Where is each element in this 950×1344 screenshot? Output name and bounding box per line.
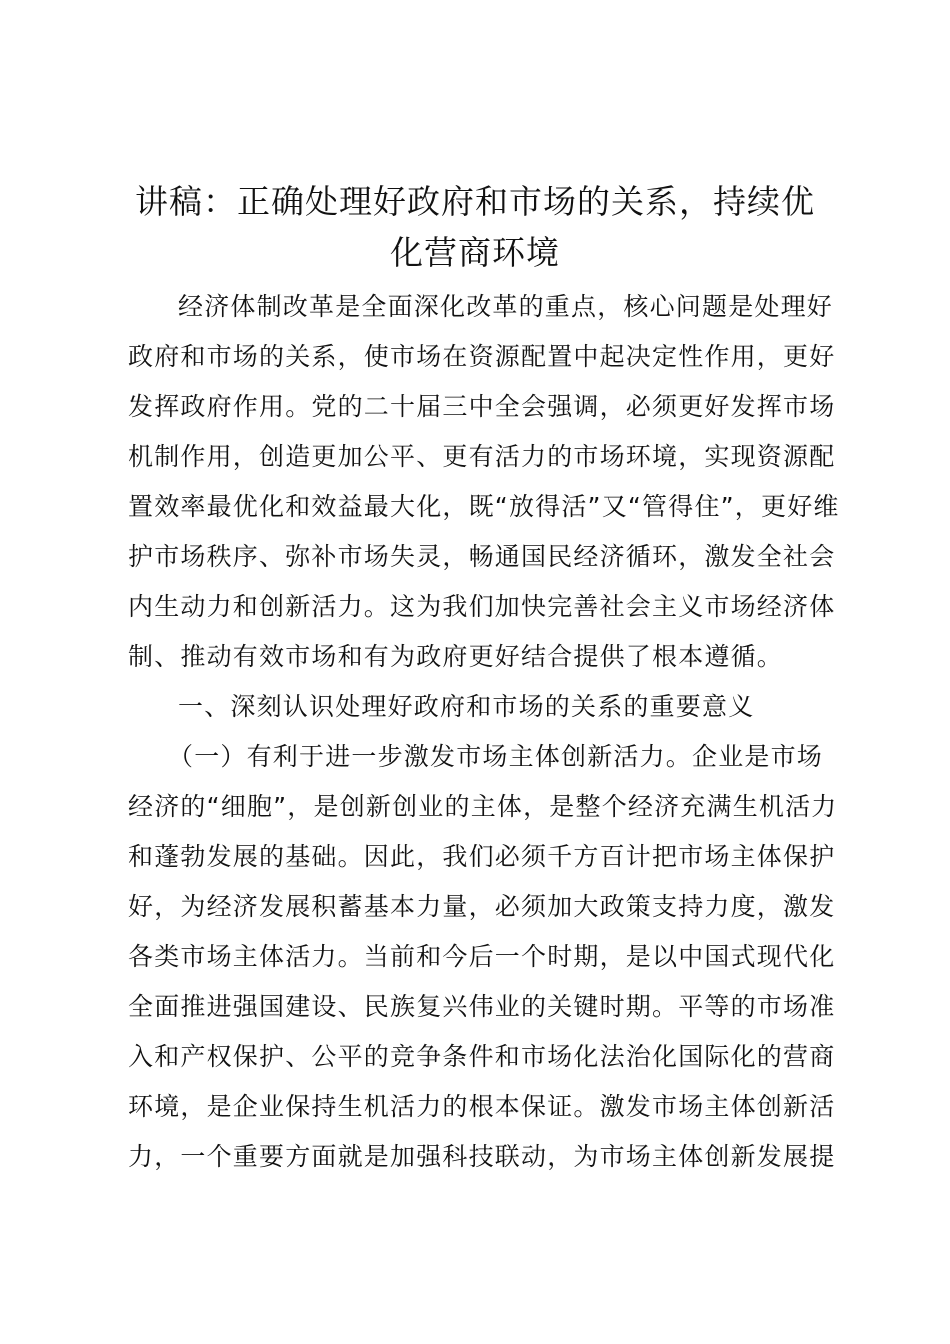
text-line: 环境，是企业保持生机活力的根本保证。激发市场主体创新活 xyxy=(128,1092,836,1121)
text-line: 发挥政府作用。党的二十届三中全会强调，必须更好发挥市场 xyxy=(128,392,836,421)
section-heading-text: 一、深刻认识处理好政府和市场的关系的重要意义 xyxy=(178,692,755,721)
text-line: 机制作用，创造更加公平、更有活力的市场环境，实现资源配 xyxy=(128,442,836,471)
text-line: 内生动力和创新活力。这为我们加快完善社会主义市场经济体 xyxy=(128,592,836,621)
document-title-line-2: 化营商环境 xyxy=(390,233,560,272)
document-title-line-1: 讲稿：正确处理好政府和市场的关系，持续优 xyxy=(135,182,815,221)
text-line: 力，一个重要方面就是加强科技联动，为市场主体创新发展提 xyxy=(128,1142,836,1171)
text-line: 制、推动有效市场和有为政府更好结合提供了根本遵循。 xyxy=(128,642,784,671)
text-line: 和蓬勃发展的基础。因此，我们必须千方百计把市场主体保护 xyxy=(128,842,836,871)
text-line: 各类市场主体活力。当前和今后一个时期，是以中国式现代化 xyxy=(128,942,836,971)
text-line: 护市场秩序、弥补市场失灵，畅通国民经济循环，激发全社会 xyxy=(128,542,836,571)
text-line: 政府和市场的关系，使市场在资源配置中起决定性作用，更好 xyxy=(128,342,836,371)
text-line: 经济体制改革是全面深化改革的重点，核心问题是处理好 xyxy=(178,292,834,321)
text-line: 入和产权保护、公平的竞争条件和市场化法治化国际化的营商 xyxy=(128,1042,836,1071)
text-line: 经济的“细胞”，是创新创业的主体，是整个经济充满生机活力 xyxy=(128,792,838,821)
text-line: （一）有利于进一步激发市场主体创新活力。企业是市场 xyxy=(168,742,824,771)
text-line: 置效率最优化和效益最大化，既“放得活”又“管得住”，更好维 xyxy=(128,492,840,521)
text-line: 全面推进强国建设、民族复兴伟业的关键时期。平等的市场准 xyxy=(128,992,836,1021)
text-line: 好，为经济发展积蓄基本力量，必须加大政策支持力度，激发 xyxy=(128,892,836,921)
